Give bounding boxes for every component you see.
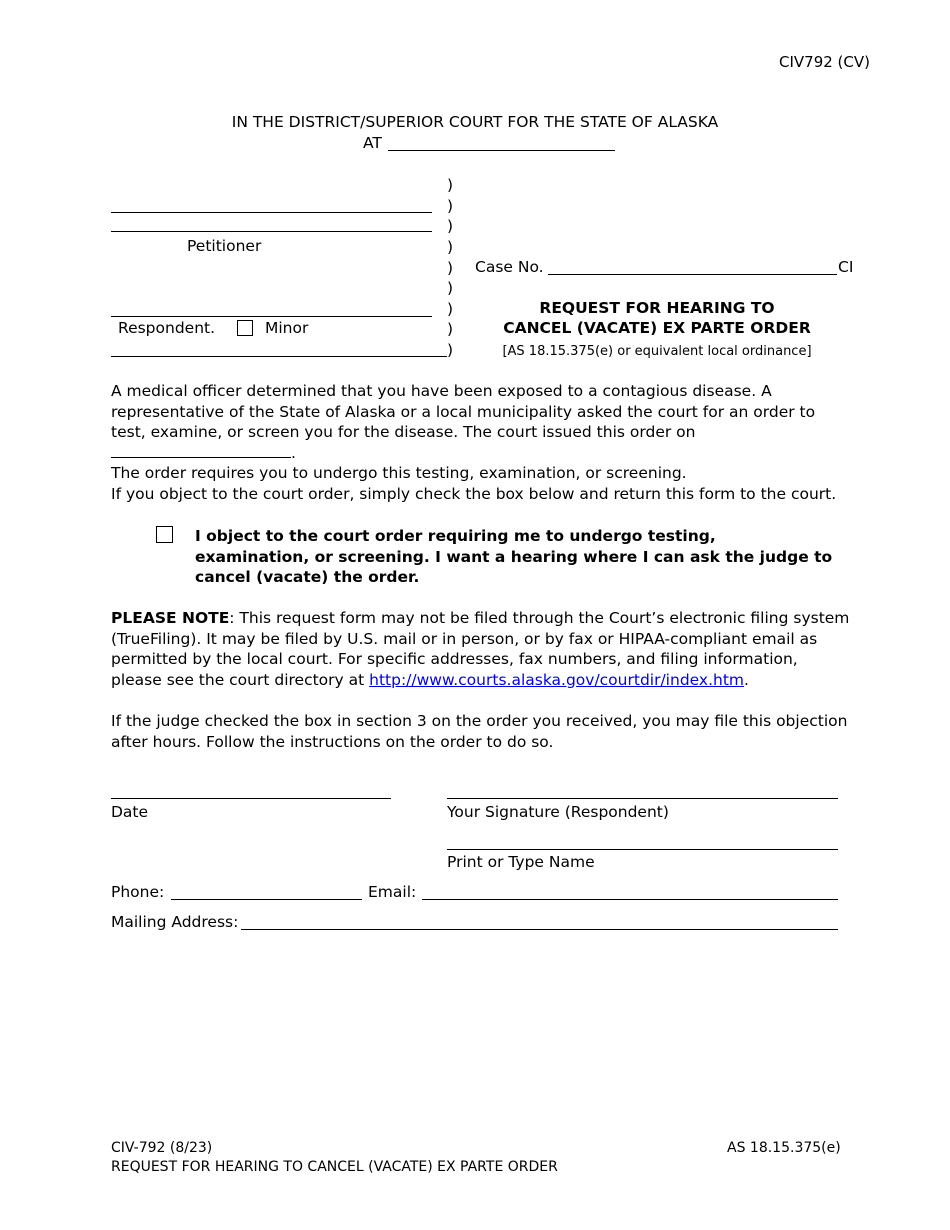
court-at-label: AT <box>363 134 382 152</box>
caption-paren: ) <box>447 279 454 297</box>
email-field[interactable] <box>422 899 838 900</box>
intro-period: . <box>291 443 296 462</box>
print-name-label: Print or Type Name <box>447 853 595 871</box>
caption-paren: ) <box>447 217 454 235</box>
intro-paragraph <box>111 381 851 484</box>
footer-form-title: REQUEST FOR HEARING TO CANCEL (VACATE) EX PARTE ORDER <box>111 1159 558 1175</box>
case-no-label: Case No. <box>475 258 544 276</box>
petitioner-name-line-2[interactable] <box>111 231 432 232</box>
phone-field[interactable] <box>171 899 362 900</box>
case-suffix: CI <box>838 258 854 276</box>
caption-paren: ) <box>447 197 454 215</box>
objection-statement: I object to the court order requiring me to undergo testing, examination, or screening. I want a hearing where I can ask the judge to cancel (vacate) the order. <box>195 527 833 586</box>
intro-text: A medical officer determined that you have been exposed to a contagious disease. A representative of the State of Alaska or a local municipality asked the court for an order to test, examine, or screen you for the disease. The court issued this order on <box>111 382 816 441</box>
mailing-address-field[interactable] <box>241 929 838 930</box>
print-name-field[interactable] <box>447 849 838 850</box>
footer-form-number: CIV-792 (8/23) <box>111 1140 213 1156</box>
respondent-label: Respondent. <box>118 319 216 337</box>
please-note-text: : This request form may not be filed through the Court’s electronic filing system (TrueFiling). It may be filed by U.S. mail or in person, or by fax or HIPAA-compliant email as permitted by the local court. For specific addresses, fax numbers, and filing information, please see the court directory at <box>111 609 850 689</box>
mailing-address-label: Mailing Address: <box>111 913 239 931</box>
petitioner-name-line-1[interactable] <box>111 212 432 213</box>
date-label: Date <box>111 803 149 821</box>
case-number-field[interactable] <box>548 274 837 275</box>
caption-bottom-line <box>111 356 447 357</box>
document-citation: [AS 18.15.375(e) or equivalent local ordinance] <box>502 344 812 359</box>
petitioner-label: Petitioner <box>187 237 262 255</box>
caption-paren: ) <box>447 176 454 194</box>
minor-label: Minor <box>265 319 309 337</box>
object-instructions: If you object to the court order, simply check the box below and return this form to the court. <box>111 485 837 503</box>
date-field[interactable] <box>111 798 391 799</box>
court-location-field[interactable] <box>388 150 615 151</box>
document-title-line-2: CANCEL (VACATE) EX PARTE ORDER <box>503 319 811 337</box>
intro-text-end: The order requires you to undergo this testing, examination, or screening. <box>111 464 687 482</box>
please-note-paragraph <box>111 608 851 690</box>
court-directory-link[interactable]: http://www.courts.alaska.gov/courtdir/index.htm <box>369 670 745 689</box>
caption-paren: ) <box>447 341 454 359</box>
order-date-field[interactable] <box>111 443 291 458</box>
document-title-line-1: REQUEST FOR HEARING TO <box>539 299 775 317</box>
minor-checkbox[interactable] <box>237 320 253 336</box>
after-hours-note: If the judge checked the box in section 3 on the order you received, you may file this objection after hours. Follow the instructions on the order to do so. <box>111 712 848 751</box>
phone-label: Phone: <box>111 883 165 901</box>
caption-paren: ) <box>447 300 454 318</box>
signature-field[interactable] <box>447 798 838 799</box>
please-note-label: PLEASE NOTE <box>111 609 230 627</box>
please-note-end: . <box>744 670 749 689</box>
footer-statute: AS 18.15.375(e) <box>727 1140 841 1156</box>
court-title: IN THE DISTRICT/SUPERIOR COURT FOR THE STATE OF ALASKA <box>231 113 719 131</box>
caption-paren: ) <box>447 238 454 256</box>
signature-label: Your Signature (Respondent) <box>447 803 669 821</box>
objection-checkbox[interactable] <box>156 526 173 543</box>
email-label: Email: <box>368 883 417 901</box>
caption-paren: ) <box>447 320 454 338</box>
caption-paren: ) <box>447 259 454 277</box>
respondent-name-line[interactable] <box>111 316 432 317</box>
form-code-top: CIV792 (CV) <box>779 53 870 71</box>
